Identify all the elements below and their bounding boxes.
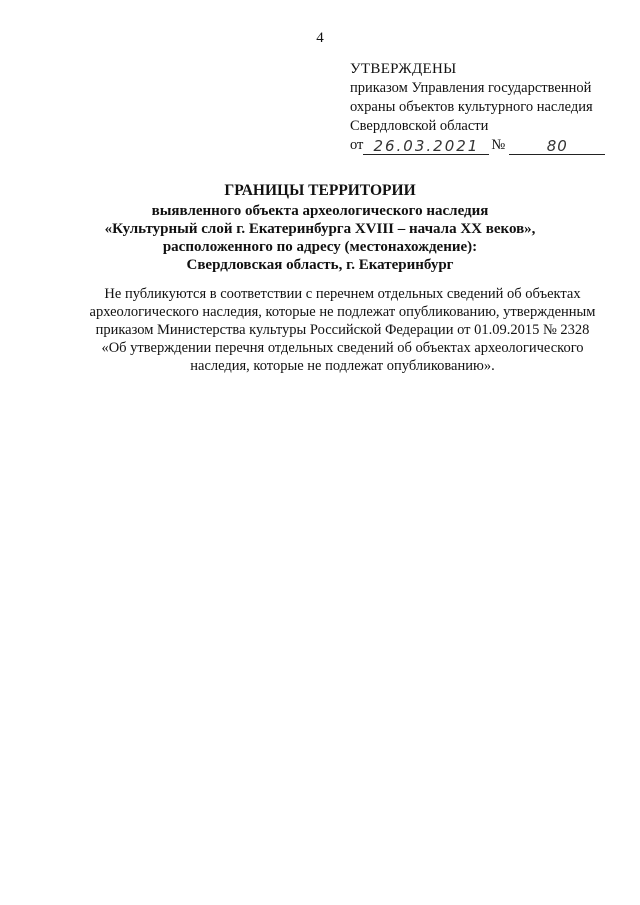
- page-number: 4: [316, 30, 324, 46]
- date-prefix: от: [350, 137, 364, 153]
- document-heading: [0, 182, 640, 274]
- heading-line: расположенного по адресу (местонахождение):: [162, 239, 478, 255]
- body-line: приказом Министерства культуры Российской Федерации от 01.09.2015 № 2328: [95, 322, 590, 338]
- heading-title: ГРАНИЦЫ ТЕРРИТОРИИ: [224, 182, 416, 199]
- approval-title: УТВЕРЖДЕНЫ: [350, 61, 457, 77]
- approval-line: охраны объектов культурного наследия: [350, 99, 593, 115]
- approval-line: приказом Управления государственной: [350, 80, 592, 96]
- approval-date-row: [350, 136, 635, 155]
- heading-line: Свердловская область, г. Екатеринбург: [186, 257, 454, 273]
- body-line: Не публикуются в соответствии с перечнем отдельных сведений об объектах: [104, 286, 581, 302]
- heading-line: выявленного объекта археологического наследия: [151, 203, 489, 219]
- handwritten-number: 80: [509, 138, 605, 155]
- body-line: наследия, которые не подлежат опубликованию».: [190, 358, 495, 374]
- approval-line: Свердловской области: [350, 118, 489, 134]
- body-paragraph: [70, 285, 615, 375]
- approval-block: [350, 60, 635, 155]
- handwritten-date: 26.03.2021: [363, 138, 489, 155]
- body-line: «Об утверждении перечня отдельных сведений об объектах археологического: [101, 340, 584, 356]
- heading-line: «Культурный слой г. Екатеринбурга XVIII – начала XX веков»,: [104, 221, 536, 237]
- body-line: археологического наследия, которые не подлежат опубликованию, утвержденным: [89, 304, 596, 320]
- number-sign: №: [491, 137, 506, 153]
